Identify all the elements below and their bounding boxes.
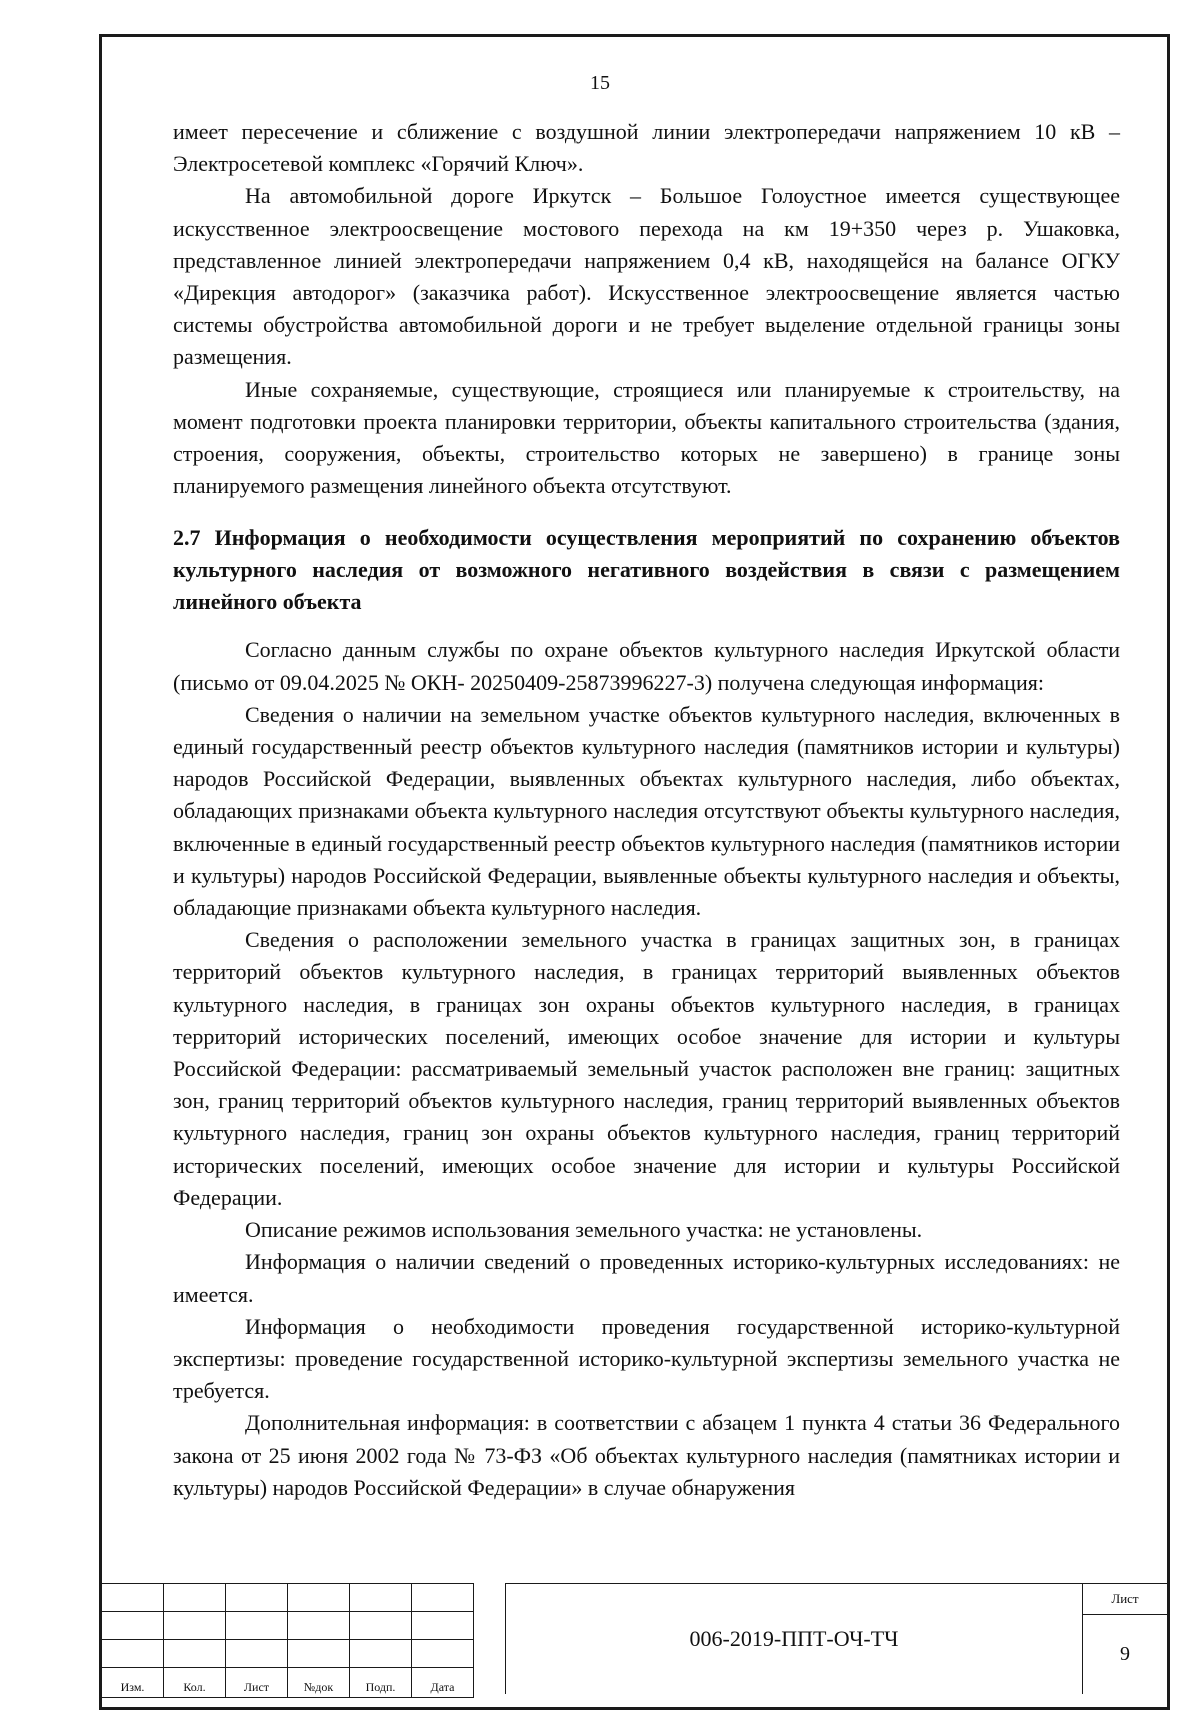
paragraph: На автомобильной дороге Иркутск – Большое Голоустное имеется существующее искусственное электроосвещение мостового перехода на км 19+350 через р. Ушаковка, представленное линией электропередачи напряжением 0,4 кВ, находящейся на балансе ОГКУ «Дирекция автодорог» (заказчика работ). Искусственное электроосвещение является частью системы обустройства автомобильной дороги и не требует выделение отдельной границы зоны размещения. — [173, 183, 1120, 370]
paragraph: Иные сохраняемые, существующие, строящиеся или планируемые к строительству, на момент подготовки проекта планировки территории, объекты капитального строительства (здания, строения, сооружения, объекты, строительство которых не завершено) в границе зоны планируемого размещения линейного объекта отсутствуют. — [173, 376, 1120, 499]
sheet-box — [1082, 1583, 1167, 1694]
stamp-label-signature: Подп. — [350, 1668, 412, 1698]
stamp-label-count: Кол. — [164, 1668, 226, 1698]
paragraph: имеет пересечение и сближение с воздушной линии электропередачи напряжением 10 кВ – Электросетевой комплекс «Горячий Ключ». — [173, 119, 1120, 177]
paragraph: Сведения о наличии на земельном участке объектов культурного наследия, включенных в единый государственный реестр объектов культурного наследия (памятников истории и культуры) народов Российской Федерации, выявленных объектах культурного наследия, либо объектах, обладающих признаками объекта культурного наследия отсутствуют объекты культурного наследия, включенные в единый государственный реестр объектов культурного наследия (памятников истории и культуры) народов Российской Федерации, выявленные объекты культурного наследия и объекты, обладающие признаками объекта культурного наследия. — [173, 701, 1120, 921]
paragraph: Описание режимов использования земельного участка: не установлены. — [245, 1217, 923, 1243]
sheet-label: Лист — [1083, 1584, 1167, 1615]
title-block-stamp — [101, 1583, 1167, 1694]
stamp-label-doc-number: №док — [288, 1668, 350, 1698]
sheet-number: 9 — [1120, 1643, 1130, 1665]
paragraph: Информация о необходимости проведения государственной историко-культурной экспертизы: проведение государственной историко-культурной экспертизы земельного участка не требуется. — [173, 1313, 1120, 1404]
paragraph: Информация о наличии сведений о проведенных историко-культурных исследованиях: не имеется. — [173, 1249, 1120, 1307]
paragraph: Согласно данным службы по охране объектов культурного наследия Иркутской области (письмо от 09.04.2025 № ОКН- 20250409-25873996227-3) получена следующая информация: — [173, 637, 1120, 695]
paragraph: Дополнительная информация: в соответствии с абзацем 1 пункта 4 статьи 36 Федерального закона от 25 июня 2002 года № 73-ФЗ «Об объектах культурного наследия (памятниках истории и культуры) народов Российской Федерации» в случае обнаружения — [173, 1410, 1120, 1500]
document-code: 006-2019-ППТ-ОЧ-ТЧ — [505, 1583, 1082, 1694]
stamp-label-change: Изм. — [102, 1668, 164, 1698]
section-heading: 2.7 Информация о необходимости осуществления мероприятий по сохранению объектов культурного наследия от возможного негативного воздействия в связи с размещением линейного объекта — [173, 525, 1120, 615]
page-number: 15 — [590, 72, 610, 94]
paragraph: Сведения о расположении земельного участка в границах защитных зон, в границах территорий объектов культурного наследия, в границах территорий выявленных объектов культурного наследия, в границах зон охраны объектов культурного наследия, в границах территорий исторических поселений, имеющих особое значение для истории и культуры Российской Федерации: рассматриваемый земельный участок расположен вне границ: защитных зон, границ территорий объектов культурного наследия, границ территорий выявленных объектов культурного наследия, границ зон охраны объектов культурного наследия, границ территорий исторических поселений, имеющих особое значение для истории и культуры Российской Федерации. — [173, 927, 1120, 1210]
stamp-grid — [101, 1583, 474, 1698]
stamp-label-sheet: Лист — [226, 1668, 288, 1698]
stamp-label-date: Дата — [412, 1668, 474, 1698]
document-body — [173, 116, 1120, 1504]
